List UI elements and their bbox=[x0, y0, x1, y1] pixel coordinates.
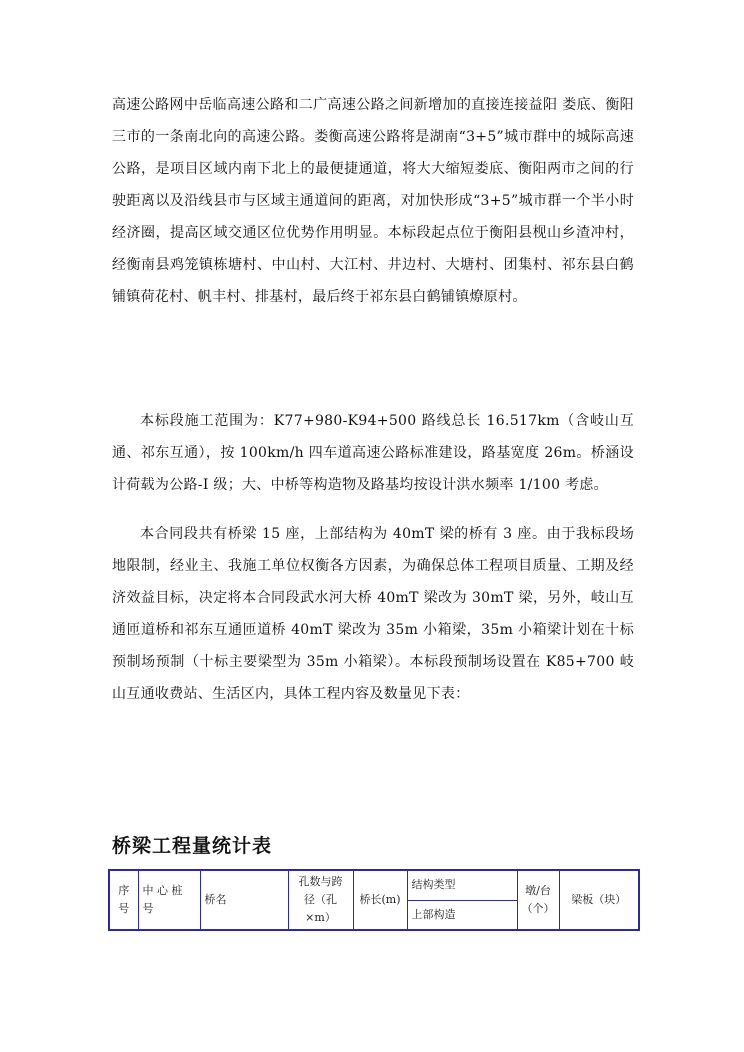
header-span bbox=[288, 870, 353, 930]
header-structure-type: 结构类型 bbox=[407, 870, 517, 900]
header-stake bbox=[138, 870, 200, 930]
header-length: 桥长(m) bbox=[353, 870, 407, 930]
paragraph-bridge-summary: 本合同段共有桥梁 15 座，上部结构为 40mT 梁的桥有 3 座。由于我标段场地限制，经业主、我施工单位权衡各方因素，为确保总体工程项目质量、工期及经济效益目标，决定将本合同段武水河大桥 40mT 梁改为 30mT 梁，另外，岐山互通匝道桥和祁东互通匝道桥 40mT 梁改为 35m 小箱梁，35m 小箱梁计划在十标预制场预制（十标主要梁型为 35m 小箱梁）。本标段预制场设置在 K85+700 岐山互通收费站、生活区内，具体工程内容及数量见下表： bbox=[112, 526, 634, 702]
header-span-bottom: 径（孔×m） bbox=[304, 893, 337, 924]
header-seq-bottom: 号 bbox=[118, 902, 130, 915]
table-header-row bbox=[109, 870, 639, 900]
header-stake-top: 中 心 桩 bbox=[142, 884, 183, 897]
header-stake-bottom: 号 bbox=[142, 902, 154, 915]
paragraph-construction-scope: 本标段施工范围为：K77+980-K94+500 路线总长 16.517km（含岐山互通、祁东互通），按 100km/h 四车道高速公路标准建设，路基宽度 26m。桥涵设计荷载为公路-I 级；大、中桥等构造物及路基均按设计洪水频率 1/100 考虑。 bbox=[112, 413, 634, 493]
bridge-quantity-table bbox=[108, 869, 640, 931]
header-seq bbox=[109, 870, 138, 930]
header-beam-slab: 梁板（块） bbox=[559, 870, 639, 930]
paragraph-project-overview: 高速公路网中岳临高速公路和二广高速公路之间新增加的直接连接益阳 娄底、衡阳三市的一条南北向的高速公路。娄衡高速公路将是湖南“3+5”城市群中的城际高速公路，是项目区域内南下北上的最便捷通道，将大大缩短娄底、衡阳两市之间的行驶距离以及沿线县市与区域主通道间的距离，对加快形成“3+5”城市群一个半小时经济圈，提高区域交通区位优势作用明显。本标段起点位于衡阳县枧山乡渣冲村，经衡南县鸡笼镇栋塘村、中山村、大江村、井边村、大塘村、团集村、祁东县白鹤铺镇荷花村、帆丰村、排基村，最后终于祁东县白鹤铺镇燎原村。 bbox=[112, 97, 634, 305]
header-span-top: 孔数与跨 bbox=[298, 875, 343, 888]
table-title: 桥梁工程量统计表 bbox=[112, 835, 273, 857]
header-seq-top: 序 bbox=[118, 884, 130, 897]
header-pier-bottom: （个） bbox=[521, 902, 555, 915]
header-pier bbox=[517, 870, 559, 930]
header-superstructure: 上部构造 bbox=[407, 900, 517, 930]
header-pier-top: 墩/台 bbox=[525, 884, 551, 897]
header-bridge-name: 桥名 bbox=[200, 870, 288, 930]
